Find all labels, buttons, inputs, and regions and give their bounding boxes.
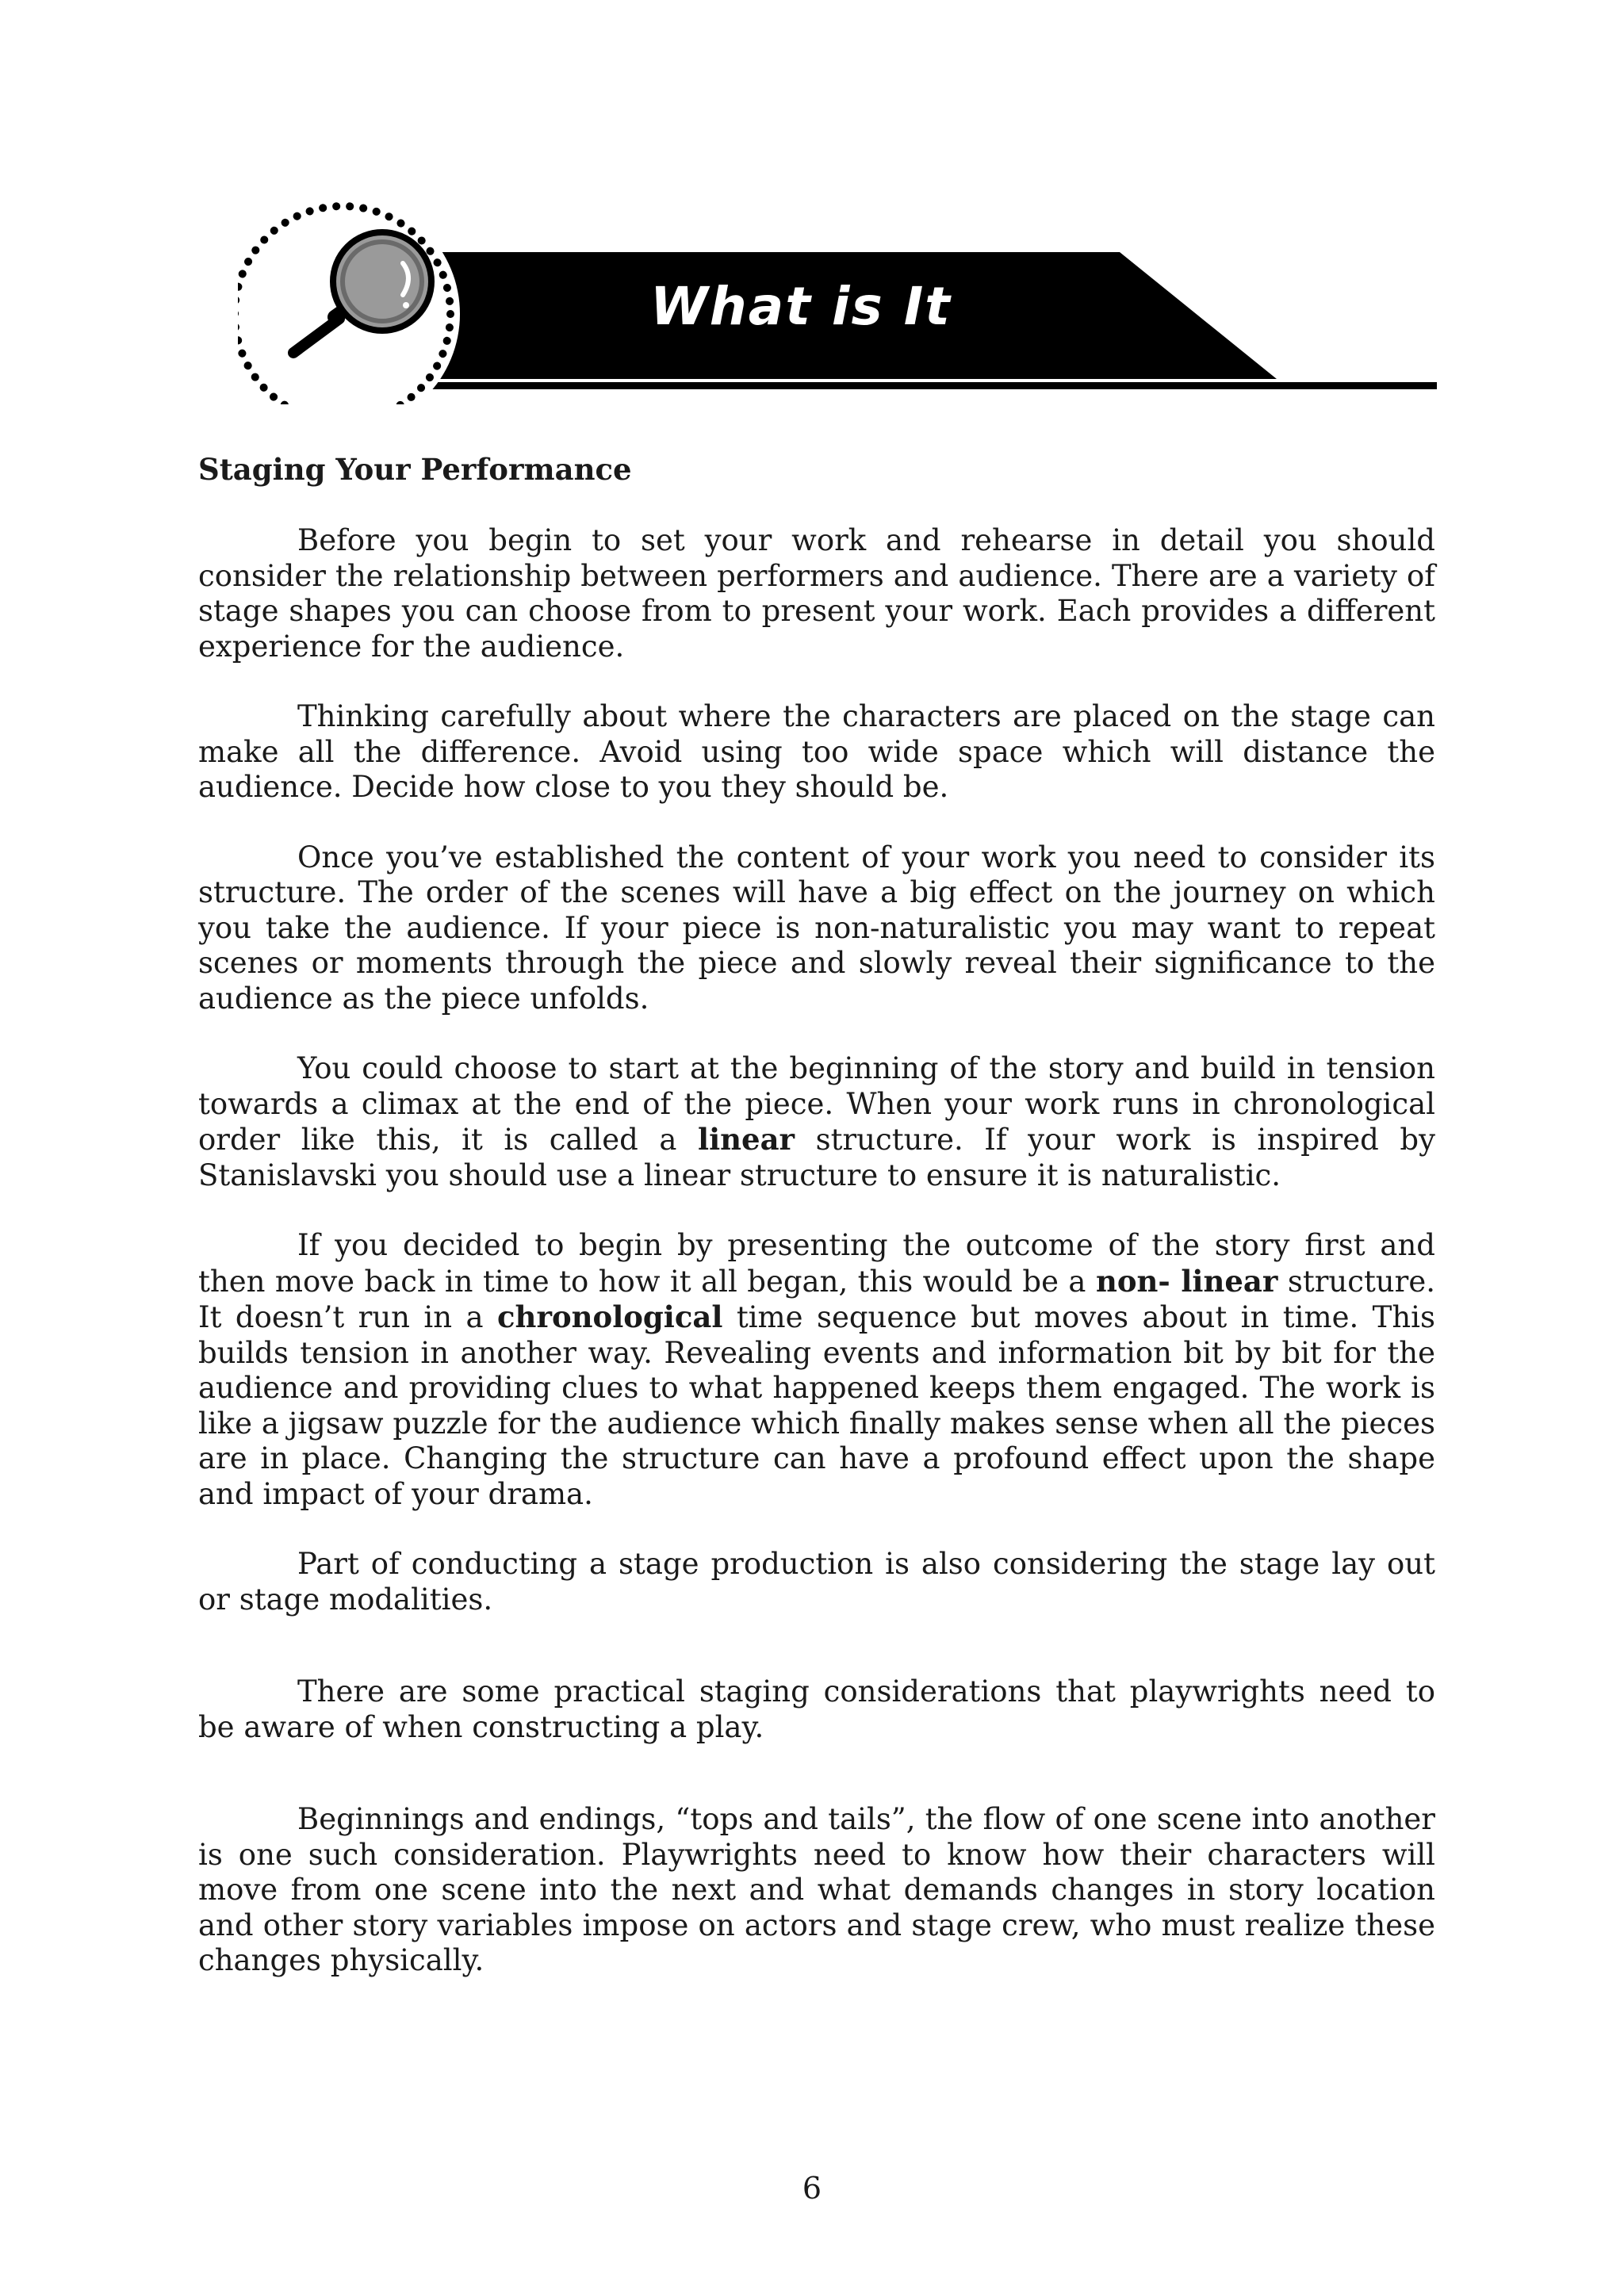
paragraph-8: Beginnings and endings, “tops and tails”, the flow of one scene into another is one such consideration. Playwrights need to know how their characters will move from one scene into the next and what demands changes in story location and other story variables impose on actors and stage crew, who must realize these changes physically.: [198, 1802, 1435, 1977]
paragraph-4-text-2: structure. If your work is inspired by Stanislavski you should use a linear structure to ensure it is naturalistic.: [198, 1123, 1435, 1192]
paragraph-5-text-3: time sequence but moves about in time. This builds tension in another way. Revealing events and information bit by bit for the audience and providing clues to what happened keeps them engaged. The work is like a jigsaw puzzle for the audience which finally makes sense when all the pieces are in place. Changing the structure can have a profound effect upon the shape and impact of your drama.: [198, 1300, 1435, 1511]
header-title: What is It: [650, 276, 952, 337]
paragraph-1: Before you begin to set your work and rehearse in detail you should consider the relationship between performers and audience. There are a variety of stage shapes you can choose from to present your work. Each provides a different experience for the audience.: [198, 523, 1435, 664]
page-number: 6: [802, 2171, 822, 2206]
term-linear: linear: [698, 1122, 795, 1157]
paragraph-5: [198, 1228, 1435, 1512]
section-title: Staging Your Performance: [198, 452, 632, 487]
paragraph-2: Thinking carefully about where the characters are placed on the stage can make all the difference. Avoid using too wide space which will distance the audience. Decide how close to you they should be.: [198, 699, 1435, 804]
banner-rule: [420, 382, 1437, 389]
paragraph-4: [198, 1051, 1435, 1193]
term-non-linear: non- linear: [1095, 1263, 1278, 1299]
paragraph-5-text-1: If you decided to begin by presenting the outcome of the story first and then move back in time to how it all began, this would be a: [198, 1228, 1435, 1299]
paragraph-5-text-2: structure. It doesn’t run in a: [198, 1264, 1435, 1334]
paragraph-7: There are some practical staging considerations that playwrights need to be aware of when constructing a play.: [198, 1674, 1435, 1744]
main-content: [198, 450, 1435, 2014]
paragraph-3: Once you’ve established the content of your work you need to consider its structure. The order of the scenes will have a big effect on the journey on which you take the audience. If your piece is non-naturalistic you may want to repeat scenes or moments through the piece and slowly reveal their significance to the audience as the piece unfolds.: [198, 840, 1435, 1016]
paragraph-4-text-1: You could choose to start at the beginning of the story and build in tension towards a climax at the end of the piece. When your work runs in chronological order like this, it is called a: [198, 1051, 1435, 1157]
what-is-it-banner: [238, 190, 1443, 404]
paragraph-6: Part of conducting a stage production is also considering the stage lay out or stage modalities.: [198, 1547, 1435, 1617]
term-chronological: chronological: [497, 1299, 723, 1334]
